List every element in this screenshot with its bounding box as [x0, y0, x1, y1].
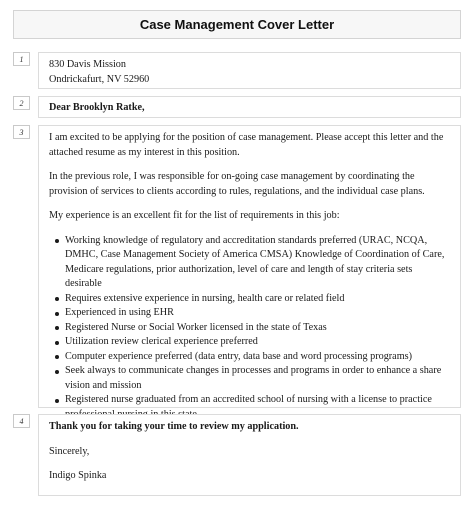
body-paragraph: In the previous role, I was responsible for on-going case management by coordinating the provision of services to clients according to rules, regulations, and the individual case plans. [49, 171, 425, 197]
address-line-1: 830 Davis Mission [49, 59, 126, 70]
body-block [38, 125, 461, 408]
section-number: 1 [13, 52, 30, 66]
address-block [38, 52, 461, 89]
closing-block [38, 414, 461, 496]
body-paragraph: I am excited to be applying for the position of case management. Please accept this letter and the attached resume as my interest in this position. [49, 132, 444, 158]
greeting: Dear Brooklyn Ratke, [49, 102, 145, 113]
section-number: 4 [13, 414, 30, 428]
list-item: Registered nurse graduated from an accredited school of nursing with a license to practice [49, 393, 450, 422]
address-line-2: Ondrickafurt, NV 52960 [49, 73, 150, 85]
list-item: Computer experience preferred (data entry, data base and word processing programs) [49, 350, 450, 365]
signature: Indigo Spinka [49, 470, 107, 481]
section-number: 2 [13, 96, 30, 110]
requirements-list [49, 234, 450, 423]
closing-line: Thank you for taking your time to review my application. [49, 421, 299, 432]
greeting-block [38, 96, 461, 118]
page-title: Case Management Cover Letter [13, 10, 461, 39]
signoff: Sincerely, [49, 445, 90, 457]
list-item: Seek always to communicate changes in processes and programs in order to enhance a share vision and mission [49, 364, 450, 393]
list-item: Experienced in using EHR [49, 306, 450, 321]
section-number: 3 [13, 125, 30, 139]
list-item: Requires extensive experience in nursing, health care or related field [49, 292, 450, 307]
list-item: Utilization review clerical experience preferred [49, 335, 450, 350]
list-item: Registered Nurse or Social Worker licensed in the state of Texas [49, 321, 450, 336]
body-paragraph: My experience is an excellent fit for the list of requirements in this job: [49, 210, 340, 221]
list-item: Working knowledge of regulatory and accreditation standards preferred (URAC, NCQA, DMHC, Case Management Society of America CMSA) Knowledge of Coordination of Care, Medicare regulations, prior authorization, level of care and length of stay criteria sets desirable [49, 234, 450, 292]
